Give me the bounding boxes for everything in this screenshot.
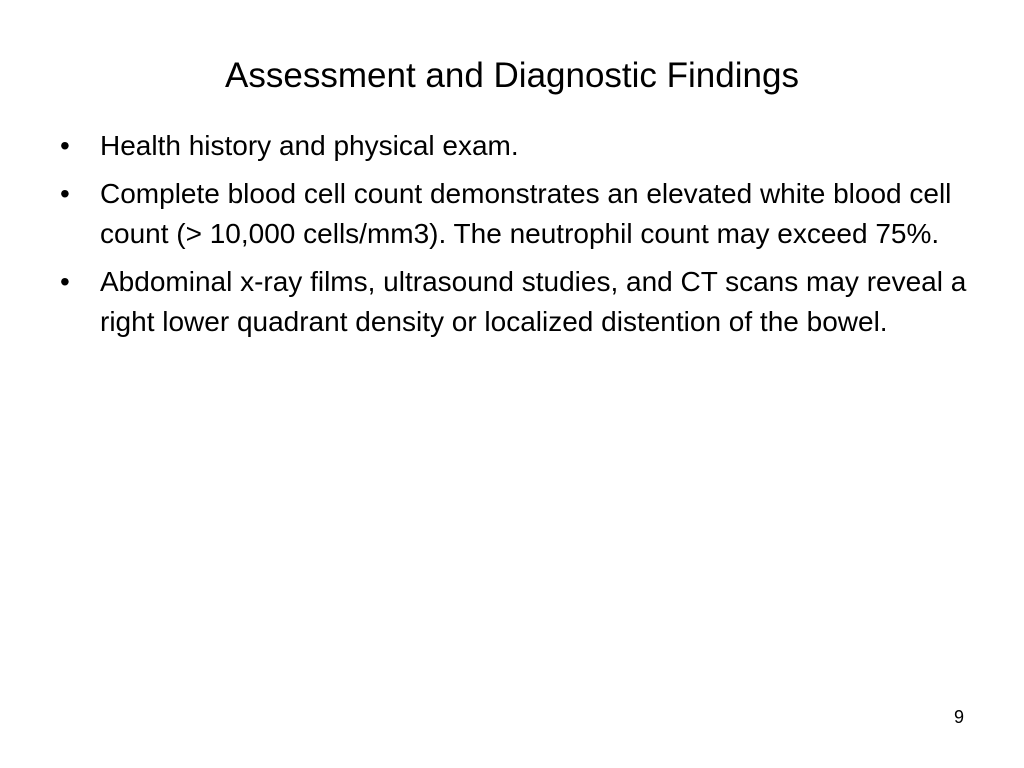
page-number: 9 — [953, 707, 964, 727]
bullet-text: Abdominal x-ray films, ultrasound studies, and CT scans may reveal a right lower quadrant density or localized distention of the bowel. — [100, 266, 967, 337]
bullet-item — [60, 174, 970, 254]
bullet-icon: • — [60, 178, 70, 209]
bullet-text: Complete blood cell count demonstrates an elevated white blood cell count (> 10,000 cells/mm3). The neutrophil count may exceed 75%. — [100, 178, 952, 249]
slide-title: Assessment and Diagnostic Findings — [225, 56, 799, 95]
bullet-list — [60, 126, 970, 350]
bullet-icon: • — [60, 266, 70, 297]
bullet-icon: • — [60, 130, 70, 161]
bullet-item — [60, 126, 970, 166]
bullet-text: Health history and physical exam. — [100, 130, 519, 161]
bullet-item — [60, 262, 970, 342]
